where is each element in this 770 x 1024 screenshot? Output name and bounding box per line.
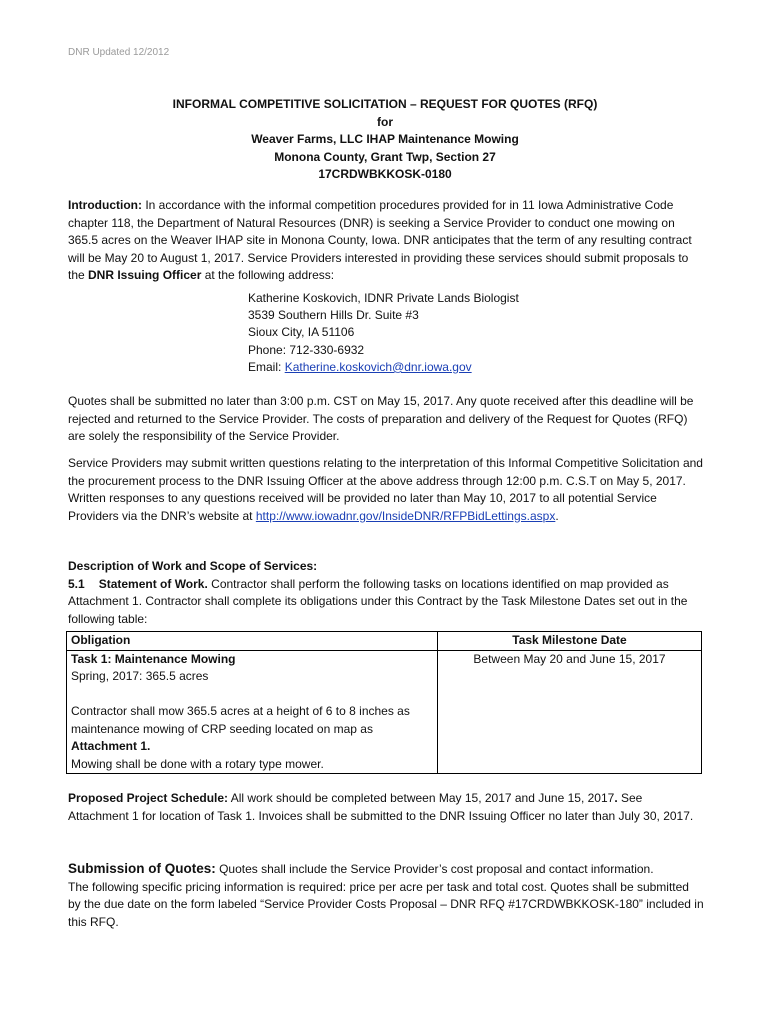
header-obligation	[67, 632, 438, 651]
obligation-cell	[67, 650, 438, 774]
schedule-period: .	[614, 791, 618, 805]
description-heading-text: Description of Work and Scope of Services:	[68, 559, 318, 573]
document-title-block	[0, 96, 770, 184]
address-name: Katherine Koskovich, IDNR Private Lands Biologist	[248, 291, 519, 305]
issuing-officer-label: DNR Issuing Officer	[88, 268, 202, 282]
introduction-text: In accordance with the informal competition procedures provided for in 11 Iowa Administrative Code chapter 118, the Department of Natural Resources (DNR) is seeking a Service Provider to conduct one mowing on 365.5 acres on the Weaver IHAP site in Monona County, Iowa. DNR anticipates that the term of any resulting contract will be May 20 to August 1, 2017. Service Providers interested in providing these services should submit proposals to the	[68, 198, 692, 282]
description-section	[68, 558, 704, 628]
task-description: Contractor shall mow 365.5 acres at a height of 6 to 8 inches as maintenance mowing of CRP seeding located on map as	[71, 704, 410, 736]
bid-lettings-link[interactable]: http://www.iowadnr.gov/InsideDNR/RFPBidLettings.aspx	[255, 508, 556, 523]
task-title	[71, 651, 433, 669]
introduction-label: Introduction:	[68, 198, 142, 212]
task-attachment	[71, 738, 433, 756]
title-line: Monona County, Grant Twp, Section 27	[274, 149, 496, 164]
task-mower-note: Mowing shall be done with a rotary type mower.	[71, 756, 324, 771]
schedule-text: All work should be completed between May 15, 2017 and June 15, 2017	[228, 791, 615, 805]
submission-label: Submission of Quotes:	[68, 861, 216, 876]
introduction-text-end: at the following address:	[201, 268, 335, 282]
email-link[interactable]: Katherine.koskovich@dnr.iowa.gov	[284, 359, 472, 374]
revision-note: DNR Updated 12/2012	[68, 47, 170, 58]
submission-paragraph	[68, 860, 704, 931]
milestone-date-cell: Between May 20 and June 15, 2017	[438, 650, 702, 774]
introduction-paragraph	[68, 197, 704, 285]
submission-text: Quotes shall include the Service Provider’s cost proposal and contact information.	[215, 862, 654, 876]
section-number: 5.1	[68, 576, 85, 591]
submission-first-line	[68, 860, 704, 879]
title-line: for	[377, 114, 393, 129]
address-city: Sioux City, IA 51106	[248, 325, 355, 340]
milestone-table	[66, 631, 702, 774]
table-header-row	[67, 632, 702, 651]
project-schedule-paragraph	[68, 790, 704, 825]
address-email-row	[248, 359, 519, 376]
issuing-officer-address	[248, 290, 519, 376]
statement-of-work-text: Contractor shall perform the following tasks on locations identified on map provided as Attachment 1. Contractor shall complete its obligations under this Contract by the Task Milestone Dates set out in the following table:	[68, 576, 688, 626]
title-line: Weaver Farms, LLC IHAP Maintenance Mowing	[251, 132, 519, 146]
title-line: 17CRDWBKKOSK-0180	[318, 167, 452, 181]
schedule-label: Proposed Project Schedule:	[68, 791, 229, 805]
table-row	[67, 650, 702, 774]
quotes-deadline-paragraph: Quotes shall be submitted no later than 3:00 p.m. CST on May 15, 2017. Any quote received after this deadline will be rejected and returned to the Service Provider. The costs of preparation and delivery of the Request for Quotes (RFQ) are solely the responsibility of the Service Provider.	[68, 394, 694, 443]
questions-end: .	[555, 508, 559, 523]
questions-paragraph	[68, 455, 704, 525]
email-label: Email:	[248, 359, 285, 374]
spacer	[71, 686, 433, 704]
address-phone: Phone: 712-330-6932	[248, 342, 365, 357]
header-milestone-date	[438, 632, 702, 651]
questions-text: Service Providers may submit written questions relating to the interpretation of this Informal Competitive Solicitation and the procurement process to the DNR Issuing Officer at the above address through 12:00 p.m. C.S.T on May 5, 2017. Written responses to any questions received will be provided no later than May 10, 2017 to all potential Service Providers via the DNR’s website at	[68, 456, 703, 523]
task-season: Spring, 2017: 365.5 acres	[71, 669, 209, 683]
title-line: INFORMAL COMPETITIVE SOLICITATION – REQUEST FOR QUOTES (RFQ)	[172, 97, 598, 111]
statement-of-work	[68, 576, 704, 629]
schedule-text-end: See Attachment 1 for location of Task 1. Invoices shall be submitted to the DNR Issuing Officer no later than July 30, 2017.	[68, 791, 694, 823]
header-milestone-date-text: Task Milestone Date	[512, 633, 627, 647]
task-title-text: Task 1: Maintenance Mowing	[71, 651, 236, 666]
address-street: 3539 Southern Hills Dr. Suite #3	[248, 308, 419, 323]
statement-of-work-heading: Statement of Work.	[98, 576, 208, 591]
task-attachment-text: Attachment 1.	[71, 739, 151, 753]
header-obligation-text: Obligation	[71, 633, 131, 647]
description-heading	[68, 558, 704, 576]
submission-pricing-text: The following specific pricing information is required: price per acre per task and total cost. Quotes shall be submitted by the due date on the form labeled “Service Provider Costs Proposal – DNR RFQ #17CRDWBKKOSK-180” included in this RFQ.	[68, 879, 704, 929]
